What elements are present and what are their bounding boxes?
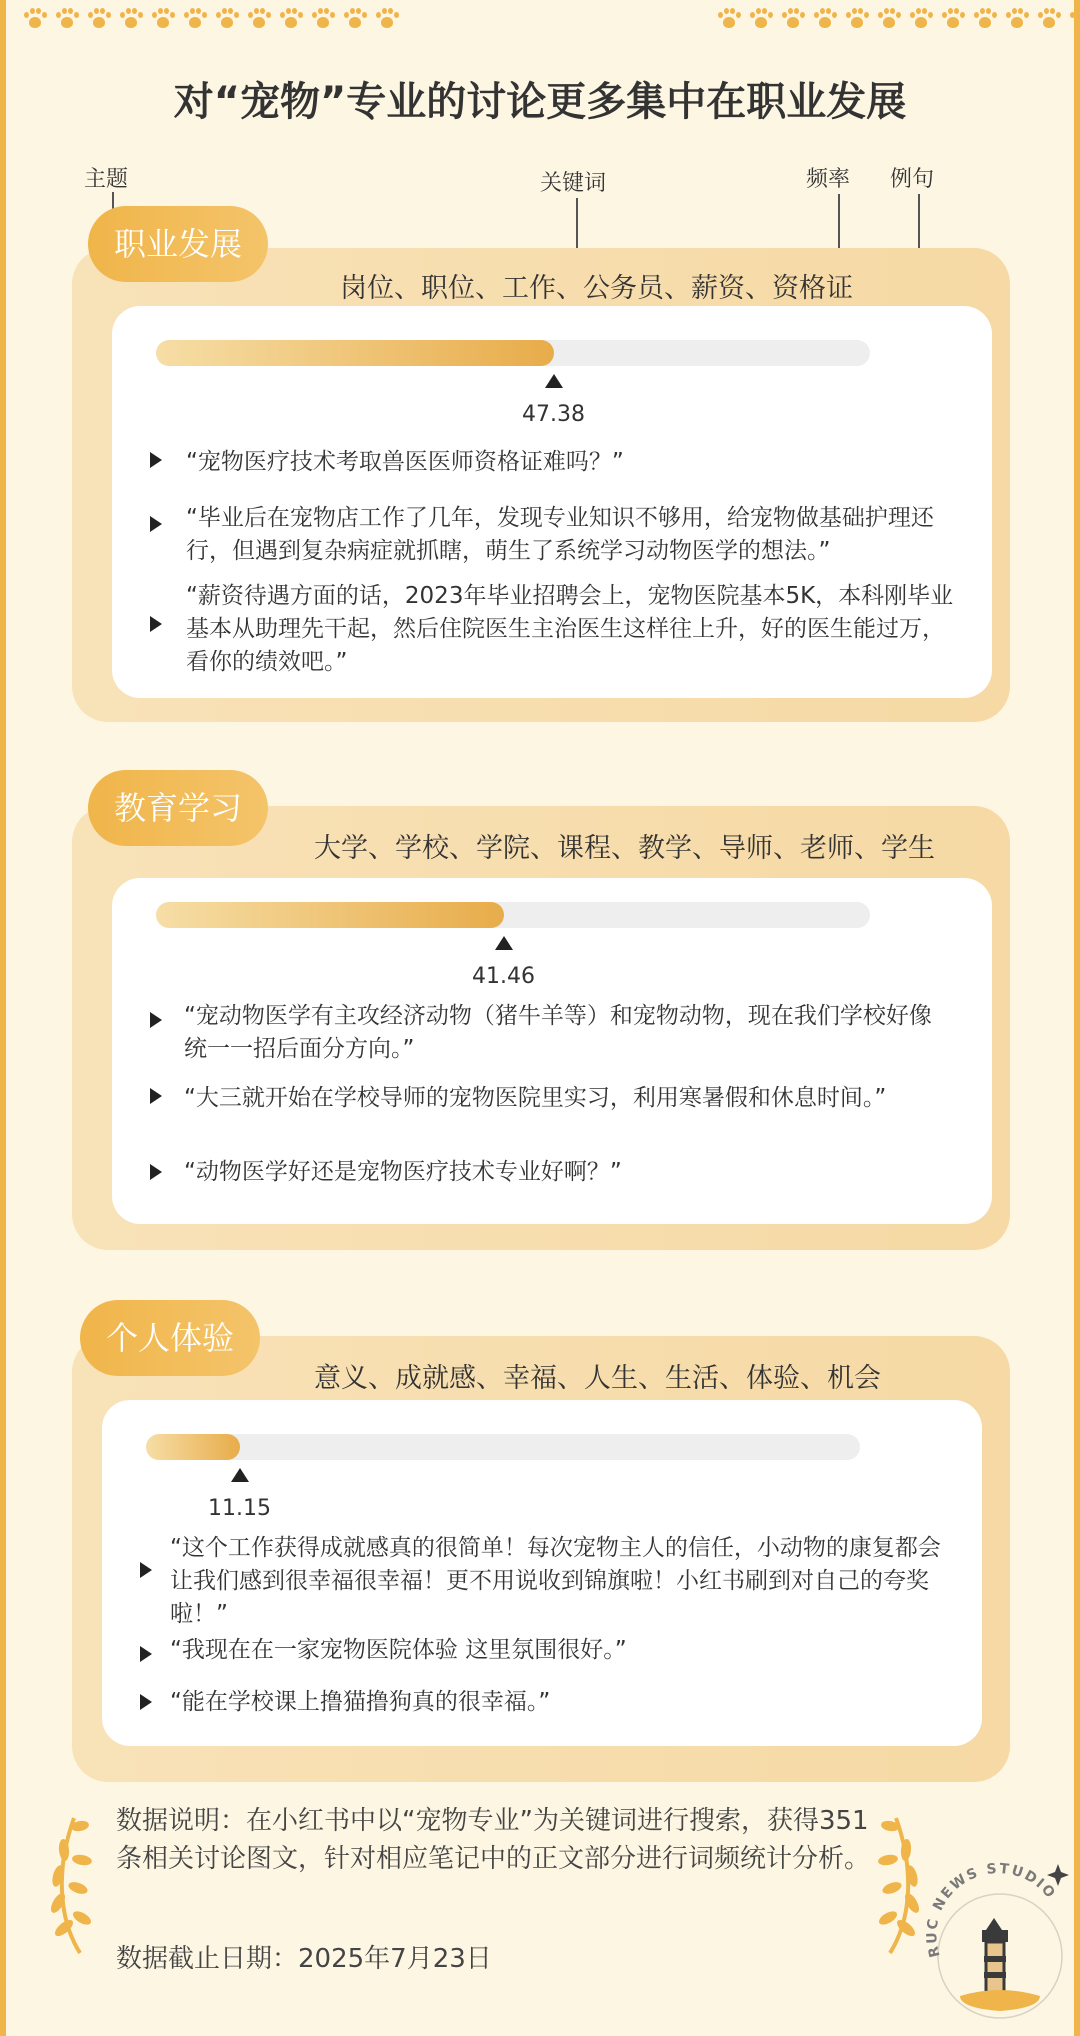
- laurel-left-icon: [40, 1808, 100, 1958]
- quote-personal-2: “我现在在一家宠物医院体验 这里氛围很好。”: [170, 1637, 627, 1663]
- quote-education-1: “宠动物医学有主攻经济动物（猪牛羊等）和宠物动物，现在我们学校好像统一一招后面分方向。”: [184, 1003, 932, 1062]
- frequency-fill-career: [156, 340, 554, 366]
- paw-print-icon: [908, 8, 934, 30]
- quote-education-3: “动物医学好还是宠物医疗技术专业好啊？”: [184, 1159, 622, 1185]
- paw-print-icon: [716, 8, 742, 30]
- quote-career-2: “毕业后在宠物店工作了几年，发现专业知识不够用，给宠物做基础护理还行，但遇到复杂病症就抓瞎，萌生了系统学习动物医学的想法。”: [186, 505, 934, 564]
- topic-pill-personal: 个人体验: [80, 1300, 260, 1376]
- paw-print-icon: [940, 8, 966, 30]
- quote-bullet: [150, 452, 162, 468]
- paw-print-icon: [278, 8, 304, 30]
- paw-print-icon: [972, 8, 998, 30]
- paw-print-icon: [182, 8, 208, 30]
- paw-print-icon: [748, 8, 774, 30]
- quote-bullet: [150, 516, 162, 532]
- quote-bullet: [150, 1012, 162, 1028]
- paw-print-icon: [780, 8, 806, 30]
- paw-print-icon: [246, 8, 272, 30]
- legend-frequency: 频率: [806, 167, 851, 192]
- frequency-marker-personal: [231, 1468, 249, 1482]
- quote-education-2: “大三就开始在学校导师的宠物医院里实习，利用寒暑假和休息时间。”: [184, 1085, 887, 1111]
- paw-print-icon: [54, 8, 80, 30]
- quote-personal-1: “这个工作获得成就感真的很简单！每次宠物主人的信任，小动物的康复都会让我们感到很幸福很幸福！更不用说收到锦旗啦！小红书刷到对自己的夸奖啦！”: [170, 1535, 941, 1627]
- frequency-bar-education: [156, 902, 870, 928]
- keywords-career: 岗位、职位、工作、公务员、薪资、资格证: [340, 273, 853, 304]
- keywords-education: 大学、学校、学院、课程、教学、导师、老师、学生: [314, 833, 935, 864]
- paw-print-icon: [374, 8, 400, 30]
- paw-print-icon: [22, 8, 48, 30]
- quote-career-3: “薪资待遇方面的话，2023年毕业招聘会上，宠物医院基本5K，本科刚毕业基本从助理先干起，然后住院医生主治医生这样往上升，好的医生能过万，看你的绩效吧。”: [186, 583, 954, 675]
- paw-print-icon: [1004, 8, 1030, 30]
- quote-bullet: [150, 616, 162, 632]
- page-title: 对“宠物”专业的讨论更多集中在职业发展: [173, 79, 907, 125]
- quote-bullet: [140, 1562, 152, 1578]
- paw-row-left: [22, 8, 400, 30]
- topic-pill-career: 职业发展: [88, 206, 268, 282]
- quote-career-1: “宠物医疗技术考取兽医医师资格证难吗？”: [186, 449, 624, 475]
- frequency-value-career: 47.38: [522, 402, 585, 427]
- right-edge-stripe: [1074, 0, 1080, 2036]
- paw-print-icon: [150, 8, 176, 30]
- paw-print-icon: [342, 8, 368, 30]
- frequency-fill-personal: [146, 1434, 240, 1460]
- paw-print-icon: [214, 8, 240, 30]
- legend-keywords: 关键词: [540, 171, 607, 196]
- left-edge-stripe: [0, 0, 6, 2036]
- frequency-value-personal: 11.15: [208, 1496, 271, 1521]
- frequency-bar-personal: [146, 1434, 860, 1460]
- paw-print-icon: [310, 8, 336, 30]
- logo-text: RUC NEWS STUDIO: [924, 1860, 1060, 1960]
- frequency-value-education: 41.46: [472, 964, 535, 989]
- quote-bullet: [140, 1694, 152, 1710]
- frequency-marker-career: [545, 374, 563, 388]
- legend-topic: 主题: [84, 167, 129, 192]
- data-cutoff-date: 数据截止日期：2025年7月23日: [116, 1944, 492, 1974]
- paw-print-icon: [118, 8, 144, 30]
- ruc-news-studio-logo: [920, 1846, 1070, 2026]
- keywords-personal: 意义、成就感、幸福、人生、生活、体验、机会: [314, 1363, 881, 1394]
- quote-bullet: [150, 1088, 162, 1104]
- paw-print-icon: [86, 8, 112, 30]
- paw-print-icon: [844, 8, 870, 30]
- paw-print-icon: [876, 8, 902, 30]
- quote-personal-3: “能在学校课上撸猫撸狗真的很幸福。”: [170, 1689, 551, 1715]
- paw-print-icon: [1068, 8, 1080, 30]
- quote-bullet: [150, 1164, 162, 1180]
- quote-bullet: [140, 1646, 152, 1662]
- frequency-bar-career: [156, 340, 870, 366]
- frequency-fill-education: [156, 902, 504, 928]
- data-note: 数据说明：在小红书中以“宠物专业”为关键词进行搜索，获得351条相关讨论图文，针对相应笔记中的正文部分进行词频统计分析。: [116, 1806, 871, 1874]
- paw-print-icon: [812, 8, 838, 30]
- topic-pill-education: 教育学习: [88, 770, 268, 846]
- legend-example: 例句: [890, 167, 935, 192]
- leader-keywords: [576, 198, 578, 252]
- paw-row-right: [716, 8, 1080, 30]
- paw-print-icon: [1036, 8, 1062, 30]
- frequency-marker-education: [495, 936, 513, 950]
